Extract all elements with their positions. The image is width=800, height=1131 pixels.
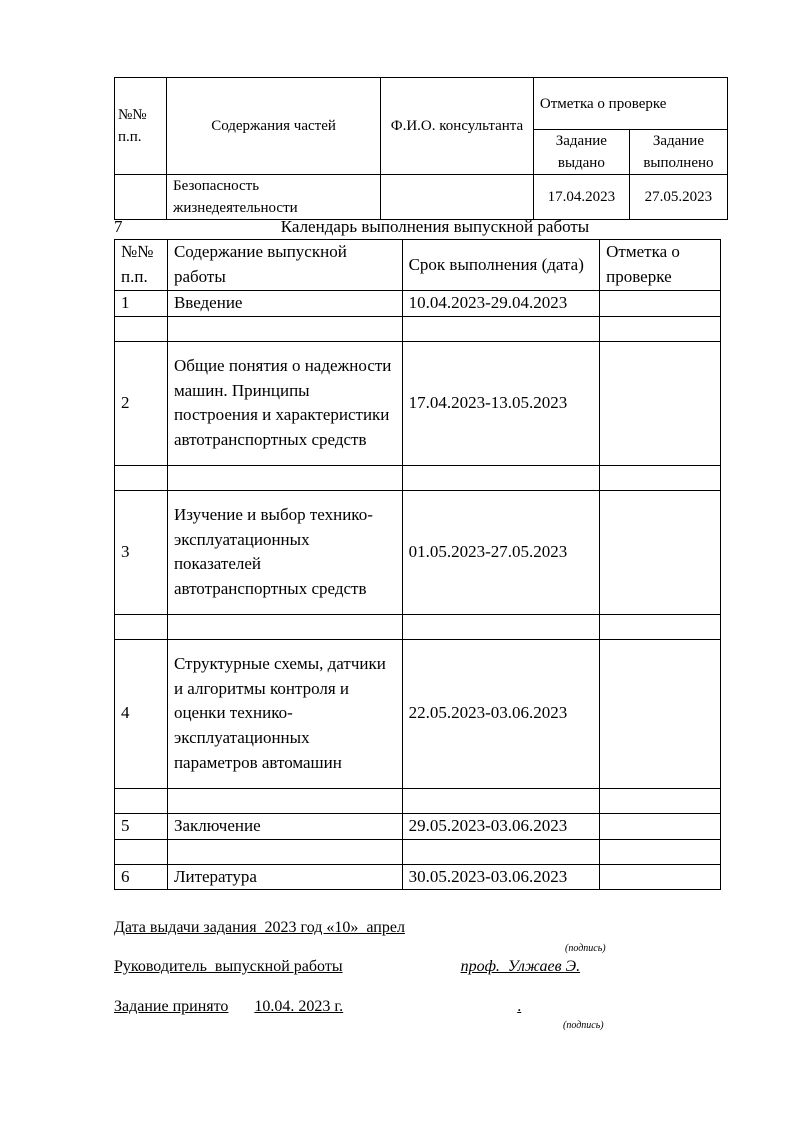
col-consultant-header: Ф.И.О. консультанта [381, 78, 534, 175]
consultants-table [114, 77, 728, 220]
empty-row [115, 465, 721, 490]
row-content: Заключение [167, 813, 402, 839]
accepted-dot: . [517, 998, 522, 1015]
empty-row [115, 788, 721, 813]
row-check [600, 813, 721, 839]
row-content: Введение [167, 291, 402, 317]
empty-row [115, 839, 721, 864]
supervisor-label: Руководитель выпускной работы [114, 958, 343, 975]
supervisor-name: проф. Улжаев Э. [460, 958, 581, 975]
row-num: 2 [115, 341, 168, 465]
cal-content-header: Содержание выпускной работы [167, 240, 402, 291]
col-done-header: Задание выполнено [629, 130, 727, 175]
accepted-line [114, 998, 603, 1016]
empty-row [115, 316, 721, 341]
table-row [115, 341, 721, 465]
row-consultant [381, 175, 534, 220]
row-deadline: 01.05.2023-27.05.2023 [402, 490, 600, 614]
row-deadline: 30.05.2023-03.06.2023 [402, 864, 600, 890]
signature-hint: (подпись) [563, 1020, 604, 1031]
col-num-header: №№ п.п. [115, 78, 167, 175]
row-deadline: 22.05.2023-03.06.2023 [402, 639, 600, 788]
row-check [600, 490, 721, 614]
accepted-date: 10.04. 2023 г. [254, 998, 344, 1015]
issue-date-line: Дата выдачи задания 2023 год «10» апрел [114, 919, 405, 936]
row-content: Общие понятия о надежности машин. Принципы построения и характеристики автотранспортных средств [167, 341, 402, 465]
row-num: 6 [115, 864, 168, 890]
row-content: Структурные схемы, датчики и алгоритмы контроля и оценки технико-эксплуатационных параметров автомашин [167, 639, 402, 788]
row-check [600, 639, 721, 788]
row-num: 4 [115, 639, 168, 788]
supervisor-line [114, 958, 642, 976]
table-row [115, 291, 721, 317]
row-content: Безопасность жизнедеятельности [166, 175, 380, 220]
row-done: 27.05.2023 [629, 175, 727, 220]
table-row [115, 813, 721, 839]
empty-row [115, 614, 721, 639]
row-issued: 17.04.2023 [533, 175, 629, 220]
section-number: 7 [114, 217, 123, 236]
row-content: Литература [167, 864, 402, 890]
row-content: Изучение и выбор технико-эксплуатационных показателей автотранспортных средств [167, 490, 402, 614]
signature-hint: (подпись) [565, 943, 606, 954]
accepted-label: Задание принято [114, 998, 229, 1015]
calendar-table [114, 239, 721, 890]
cal-check-header: Отметка о проверке [600, 240, 721, 291]
col-content-header: Содержания частей [166, 78, 380, 175]
table-row [115, 864, 721, 890]
table-row [115, 639, 721, 788]
col-check-header: Отметка о проверке [533, 78, 727, 130]
row-deadline: 10.04.2023-29.04.2023 [402, 291, 600, 317]
row-num: 3 [115, 490, 168, 614]
table-row [115, 490, 721, 614]
row-num [115, 175, 167, 220]
row-check [600, 864, 721, 890]
row-num: 1 [115, 291, 168, 317]
col-issued-header: Задание выдано [533, 130, 629, 175]
cal-deadline-header: Срок выполнения (дата) [402, 240, 600, 291]
section-title: Календарь выполнения выпускной работы [280, 217, 590, 236]
table-row [115, 175, 728, 220]
row-deadline: 17.04.2023-13.05.2023 [402, 341, 600, 465]
row-check [600, 341, 721, 465]
cal-num-header: №№ п.п. [115, 240, 168, 291]
row-check [600, 291, 721, 317]
row-deadline: 29.05.2023-03.06.2023 [402, 813, 600, 839]
row-num: 5 [115, 813, 168, 839]
